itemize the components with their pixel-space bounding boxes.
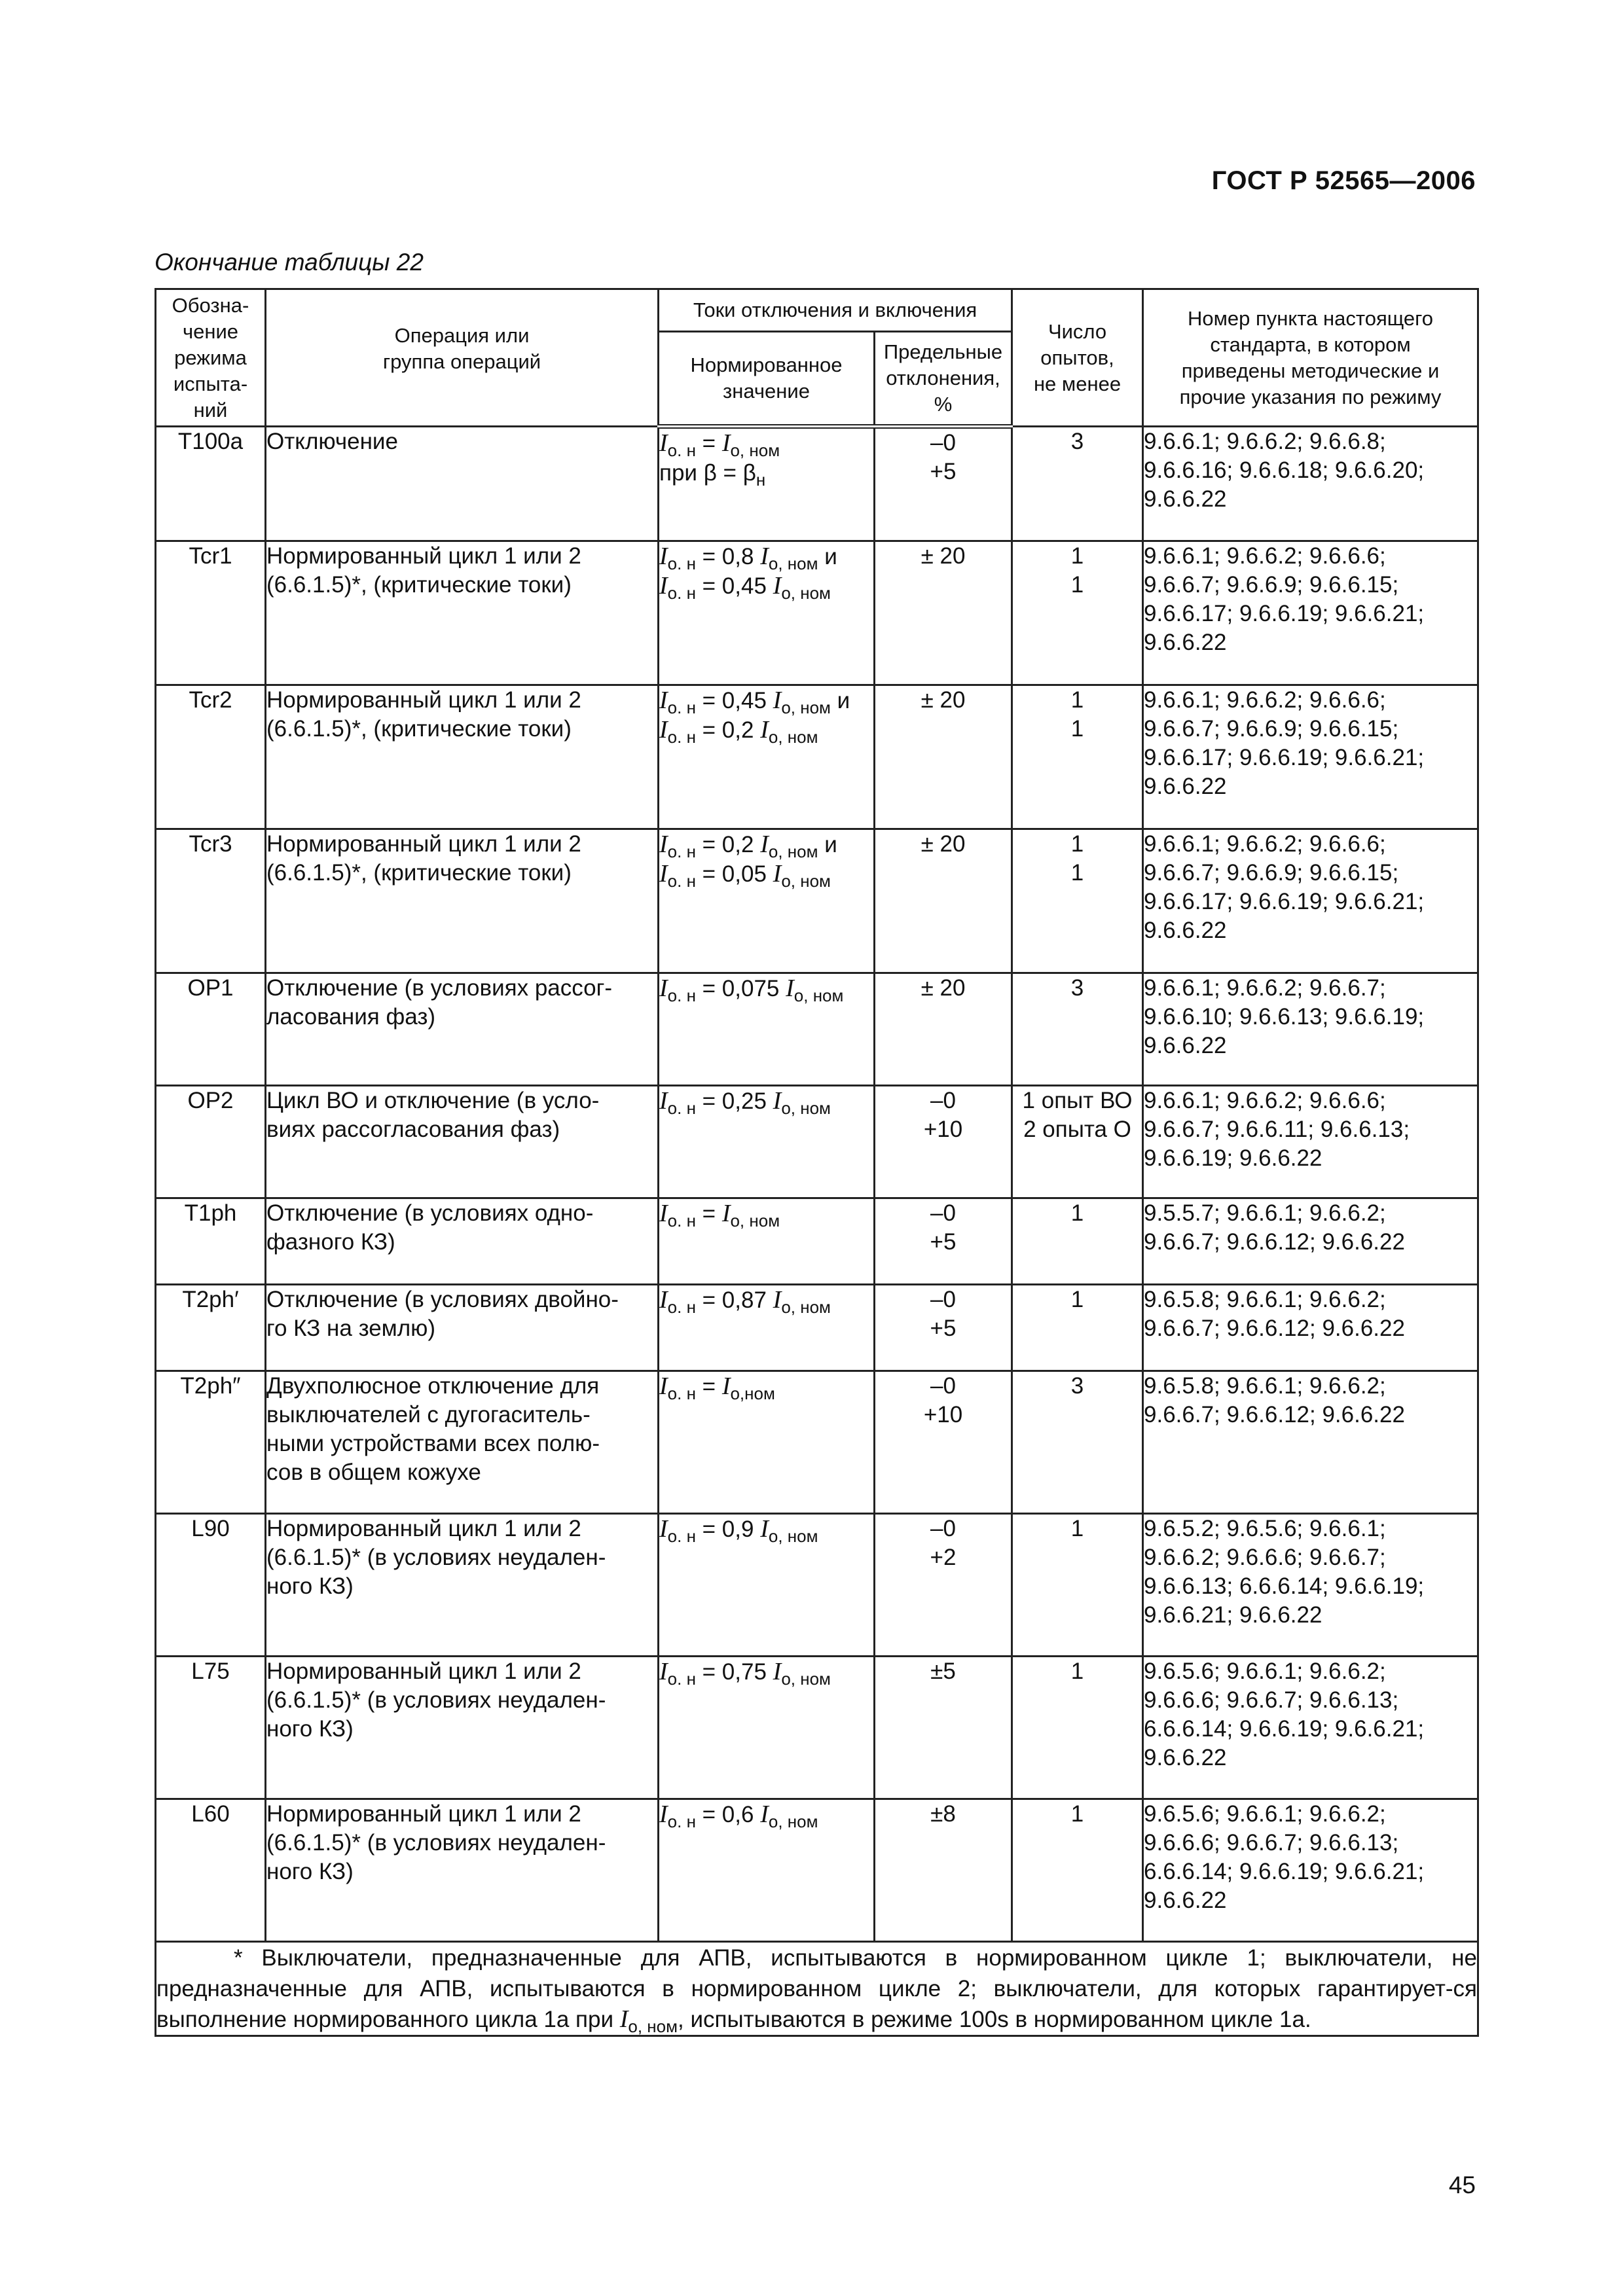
operation-cell: Отключение (266, 427, 659, 541)
current-expression: при $\beta = \beta_н$ (659, 460, 766, 490)
current-expression: $I_{о. н} = 0,75$ $I_{о, ном}$ (659, 1658, 831, 1689)
reference-cell: 9.6.6.1; 9.6.6.2; 9.6.6.7; 9.6.6.10; 9.6.6.13; 9.6.6.19; 9.6.6.22 (1143, 973, 1478, 1086)
header-deviation: Предельные отклонения, % (875, 332, 1012, 427)
mode-code: T2ph″ (156, 1371, 266, 1514)
operation-cell: Двухполюсное отключение для выключателей с дугогаситель- ными устройствами всех полю- сов в общем кожухе (266, 1371, 659, 1514)
deviation-cell: ± 20 (875, 541, 1012, 685)
table-row (156, 1799, 1478, 1942)
page-number: 45 (1448, 2172, 1476, 2198)
table-row (156, 427, 1478, 541)
standard-designation: ГОСТ Р 52565—2006 (1211, 166, 1476, 195)
normalized-value-cell (659, 685, 875, 829)
table-row (156, 541, 1478, 685)
current-expression: $I_{о. н} = I_{о, ном}$ (659, 1200, 780, 1230)
current-expression: $I_{о. н} = 0,25$ $I_{о, ном}$ (659, 1087, 831, 1118)
operation-cell: Отключение (в условиях одно- фазного КЗ) (266, 1198, 659, 1285)
current-expression: $I_{о. н} = 0,45$ $I_{о, ном}$ (659, 572, 831, 603)
current-expression: $I_{о. н} = 0,6$ $I_{о, ном}$ (659, 1801, 818, 1831)
operation-cell: Нормированный цикл 1 или 2 (6.6.1.5)* (в условиях неудален- ного КЗ) (266, 1657, 659, 1799)
deviation-cell: –0 +2 (875, 1514, 1012, 1657)
test-count-cell: 1 (1012, 1285, 1143, 1371)
header-currents: Токи отключения и включения (659, 289, 1012, 332)
operation-cell: Цикл ВО и отключение (в усло- виях рассогласования фаз) (266, 1086, 659, 1198)
test-count-cell: 1 опыт ВО 2 опыта О (1012, 1086, 1143, 1198)
deviation-cell: ± 20 (875, 973, 1012, 1086)
current-expression: $I_{о. н} = 0,075$ $I_{о, ном}$ (659, 975, 844, 1005)
reference-cell: 9.6.5.6; 9.6.6.1; 9.6.6.2; 9.6.6.6; 9.6.6.7; 9.6.6.13; 6.6.6.14; 9.6.6.19; 9.6.6.21; 9.6.6.22 (1143, 1799, 1478, 1942)
normalized-value-cell (659, 1371, 875, 1514)
current-expression: $I_{о. н} = 0,2$ $I_{о, ном}$ (659, 716, 818, 747)
test-count-cell: 1 1 (1012, 829, 1143, 973)
normalized-value-cell (659, 1086, 875, 1198)
mode-code: Tcr1 (156, 541, 266, 685)
operation-cell: Нормированный цикл 1 или 2 (6.6.1.5)* (в условиях неудален- ного КЗ) (266, 1799, 659, 1942)
deviation-cell: –0 +10 (875, 1086, 1012, 1198)
normalized-value-cell (659, 973, 875, 1086)
deviation-cell: ± 20 (875, 685, 1012, 829)
operation-cell: Нормированный цикл 1 или 2 (6.6.1.5)*, (критические токи) (266, 541, 659, 685)
normalized-value-cell (659, 427, 875, 541)
normalized-value-cell (659, 1799, 875, 1942)
mode-code: L90 (156, 1514, 266, 1657)
test-count-cell: 3 (1012, 973, 1143, 1086)
reference-cell: 9.6.5.8; 9.6.6.1; 9.6.6.2; 9.6.6.7; 9.6.6.12; 9.6.6.22 (1143, 1371, 1478, 1514)
test-count-cell: 1 1 (1012, 685, 1143, 829)
header-operation: Операция или группа операций (266, 289, 659, 427)
test-count-cell: 1 (1012, 1514, 1143, 1657)
current-expression: $I_{о. н} = 0,2$ $I_{о, ном}$ и (659, 831, 837, 861)
reference-cell: 9.6.6.1; 9.6.6.2; 9.6.6.6; 9.6.6.7; 9.6.6.9; 9.6.6.15; 9.6.6.17; 9.6.6.19; 9.6.6.21; 9.6.6.22 (1143, 829, 1478, 973)
deviation-cell: –0 +5 (875, 1285, 1012, 1371)
test-count-cell: 1 (1012, 1657, 1143, 1799)
table-row (156, 829, 1478, 973)
mode-code: T2ph′ (156, 1285, 266, 1371)
current-expression: $I_{о. н} = I_{о,ном}$ (659, 1372, 775, 1403)
header-count: Число опытов, не менее (1012, 289, 1143, 427)
table-caption: Окончание таблицы 22 (155, 249, 424, 276)
reference-cell: 9.6.5.8; 9.6.6.1; 9.6.6.2; 9.6.6.7; 9.6.6.12; 9.6.6.22 (1143, 1285, 1478, 1371)
current-expression: $I_{о. н} = 0,45$ $I_{о, ном}$ и (659, 687, 850, 717)
deviation-cell: –0 +10 (875, 1371, 1012, 1514)
normalized-value-cell (659, 1285, 875, 1371)
mode-code: T100a (156, 427, 266, 541)
test-count-cell: 3 (1012, 427, 1143, 541)
header-mode: Обозна- чение режима испыта- ний (156, 289, 266, 427)
reference-cell: 9.6.6.1; 9.6.6.2; 9.6.6.6; 9.6.6.7; 9.6.6.9; 9.6.6.15; 9.6.6.17; 9.6.6.19; 9.6.6.21; 9.6.6.22 (1143, 541, 1478, 685)
deviation-cell: ± 20 (875, 829, 1012, 973)
mode-code: OP1 (156, 973, 266, 1086)
table-row (156, 1285, 1478, 1371)
current-expression: $I_{о. н} = I_{о, ном}$ (659, 429, 780, 460)
operation-cell: Нормированный цикл 1 или 2 (6.6.1.5)*, (критические токи) (266, 685, 659, 829)
mode-code: L60 (156, 1799, 266, 1942)
reference-cell: 9.6.6.1; 9.6.6.2; 9.6.6.8; 9.6.6.16; 9.6.6.18; 9.6.6.20; 9.6.6.22 (1143, 427, 1478, 541)
normalized-value-cell (659, 1514, 875, 1657)
table-body (156, 427, 1478, 1942)
deviation-cell: ±5 (875, 1657, 1012, 1799)
table-row (156, 685, 1478, 829)
mode-code: L75 (156, 1657, 266, 1799)
operation-cell: Отключение (в условиях двойно- го КЗ на землю) (266, 1285, 659, 1371)
deviation-cell: ±8 (875, 1799, 1012, 1942)
mode-code: OP2 (156, 1086, 266, 1198)
mode-code: Tcr2 (156, 685, 266, 829)
reference-cell: 9.6.5.6; 9.6.6.1; 9.6.6.2; 9.6.6.6; 9.6.6.7; 9.6.6.13; 6.6.6.14; 9.6.6.19; 9.6.6.21; 9.6.6.22 (1143, 1657, 1478, 1799)
table-22 (155, 288, 1479, 2037)
current-expression: $I_{о. н} = 0,05$ $I_{о, ном}$ (659, 860, 831, 891)
header-reference: Номер пункта настоящего стандарта, в котором приведены методические и прочие указания по режиму (1143, 289, 1478, 427)
table-row (156, 973, 1478, 1086)
table-row (156, 1657, 1478, 1799)
current-expression: $I_{о. н} = 0,8$ $I_{о, ном}$ и (659, 543, 837, 573)
reference-cell: 9.6.6.1; 9.6.6.2; 9.6.6.6; 9.6.6.7; 9.6.6.11; 9.6.6.13; 9.6.6.19; 9.6.6.22 (1143, 1086, 1478, 1198)
table-row (156, 1514, 1478, 1657)
operation-cell: Отключение (в условиях рассог- ласования фаз) (266, 973, 659, 1086)
operation-cell: Нормированный цикл 1 или 2 (6.6.1.5)* (в условиях неудален- ного КЗ) (266, 1514, 659, 1657)
table-row (156, 1371, 1478, 1514)
deviation-cell: –0 +5 (875, 427, 1012, 541)
normalized-value-cell (659, 1657, 875, 1799)
reference-cell: 9.6.6.1; 9.6.6.2; 9.6.6.6; 9.6.6.7; 9.6.6.9; 9.6.6.15; 9.6.6.17; 9.6.6.19; 9.6.6.21; 9.6.6.22 (1143, 685, 1478, 829)
table-row (156, 1198, 1478, 1285)
test-count-cell: 1 (1012, 1799, 1143, 1942)
mode-code: T1ph (156, 1198, 266, 1285)
reference-cell: 9.6.5.2; 9.6.5.6; 9.6.6.1; 9.6.6.2; 9.6.6.6; 9.6.6.7; 9.6.6.13; 6.6.6.14; 9.6.6.19; 9.6.6.21; 9.6.6.22 (1143, 1514, 1478, 1657)
header-normalized: Нормированное значение (659, 332, 875, 427)
table-row (156, 1086, 1478, 1198)
normalized-value-cell (659, 829, 875, 973)
deviation-cell: –0 +5 (875, 1198, 1012, 1285)
normalized-value-cell (659, 1198, 875, 1285)
reference-cell: 9.5.5.7; 9.6.6.1; 9.6.6.2; 9.6.6.7; 9.6.6.12; 9.6.6.22 (1143, 1198, 1478, 1285)
current-expression: $I_{о. н} = 0,9$ $I_{о, ном}$ (659, 1515, 818, 1546)
table-footnote: * Выключатели, предназначенные для АПВ, испытываются в нормированном цикле 1; выключатели, не предназначенные для АПВ, испытываются в нормированном цикле 2; выключатели, для которых гарантирует-ся выполнение нормированного цикла 1а при $I_{о, ном}$, испытываются в режиме 100s в нормированном цикле 1а. (156, 1942, 1478, 2036)
mode-code: Tcr3 (156, 829, 266, 973)
normalized-value-cell (659, 541, 875, 685)
test-count-cell: 1 1 (1012, 541, 1143, 685)
test-count-cell: 3 (1012, 1371, 1143, 1514)
operation-cell: Нормированный цикл 1 или 2 (6.6.1.5)*, (критические токи) (266, 829, 659, 973)
current-expression: $I_{о. н} = 0,87$ $I_{о, ном}$ (659, 1286, 831, 1317)
test-count-cell: 1 (1012, 1198, 1143, 1285)
